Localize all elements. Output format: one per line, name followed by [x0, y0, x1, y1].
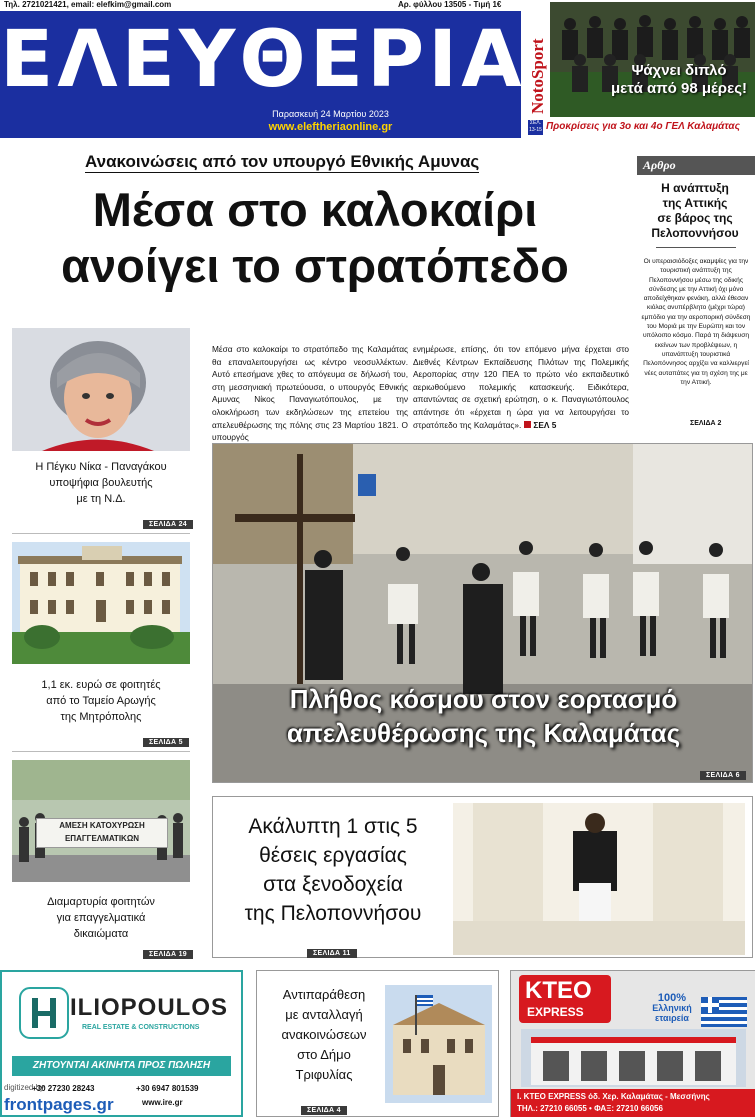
article-page-ref: ΣΕΛΙΔΑ 2: [690, 420, 722, 427]
website-link[interactable]: www.eleftheriaonline.gr: [268, 121, 393, 133]
sport-headline: Ψάχνει διπλό μετά από 98 μέρες!: [611, 62, 747, 97]
lead-page-ref: ΣΕΛ 5: [533, 419, 557, 430]
left-story-3-page: ΣΕΛΙΔΑ 19: [143, 950, 193, 959]
sport-page-tag: ΣΕΛ. 13-15: [529, 120, 542, 133]
trifylia-title: Αντιπαράθεση με ανταλλαγή ανακοινώσεων στο Δήμο Τριφυλίας: [281, 987, 367, 1082]
iliopoulos-phone2: +30 6947 801539: [136, 1084, 199, 1093]
parade-caption: Πλήθος κόσμου στον εορτασμό απελευθέρωσης της Καλαμάτας: [286, 684, 681, 748]
parade-page: ΣΕΛΙΔΑ 6: [700, 771, 746, 780]
iliopoulos-web[interactable]: www.ire.gr: [142, 1098, 183, 1107]
trifylia-story[interactable]: [256, 970, 499, 1117]
iliopoulos-subtitle: REAL ESTATE & CONSTRUCTIONS: [82, 1024, 200, 1031]
building-photo: [12, 542, 190, 664]
kteo-ad[interactable]: [510, 970, 755, 1117]
trifylia-page: ΣΕΛΙΔΑ 4: [301, 1106, 347, 1115]
lead-kicker: Ανακοινώσεις από τον υπουργό Εθνικής Αμυνας: [85, 152, 480, 171]
jobs-page: ΣΕΛΙΔΑ 11: [307, 949, 357, 958]
lead-body-col1: Μέσα στο καλοκαίρι το στρατόπεδο της Καλαμάτας θα επαναλειτουργήσει ως κέντρο νεοσυλλέκτων. Αυτό επεσήμανε χθες το απόγευμα σε δήλωσή του, στη μεσσηνιακή πρωτεύουσα, ο υπουργός Εθνικής Αμυνας Νίκος Παναγιωτόπουλος, με την ολοκλήρωση των εκδηλώσεων της επετείου της απελευθέρωσης της πόλης στις 23 Μαρτίου 1821. Ο υπουργός: [212, 344, 408, 443]
jobs-story[interactable]: [212, 796, 753, 958]
hotel-maid-photo: [453, 803, 745, 955]
contact-line: Τηλ. 2721021421, email: elefkim@gmail.com: [4, 0, 172, 9]
left-story-3-caption[interactable]: Διαμαρτυρία φοιτητών για επαγγελματικά δικαιώματα: [47, 896, 155, 940]
watermark-small: digitized by: [4, 1083, 45, 1092]
kteo-tagline: 100% Ελληνική εταιρεία: [652, 992, 692, 1023]
sport-teaser-bar: [526, 117, 755, 138]
iliopoulos-phone1: +30 27230 28243: [32, 1084, 95, 1093]
issue-line: Αρ. φύλλου 13505 - Τιμή 1€: [398, 0, 502, 9]
sport-teaser-text: Προκρίσεις για 3ο και 4ο ΓΕΛ Καλαμάτας: [546, 121, 740, 132]
left-divider-1: [12, 533, 190, 534]
football-team-photo: [550, 2, 755, 117]
page-marker-icon: [524, 421, 531, 428]
article-tag: Αρθρο: [637, 156, 755, 175]
article-title[interactable]: Η ανάπτυξη της Αττικής σε βάρος της Πελοποννήσου: [651, 181, 739, 240]
candidate-portrait: [12, 328, 190, 451]
kteo-building-photo: [521, 1029, 746, 1087]
sport-brand: NotoSport: [528, 38, 547, 114]
lead-headline[interactable]: Μέσα στο καλοκαίρι ανοίγει το στρατόπεδο: [61, 183, 569, 292]
left-story-2-page: ΣΕΛΙΔΑ 5: [143, 738, 189, 747]
kteo-logo-box: [519, 975, 611, 1023]
sport-teaser[interactable]: [526, 2, 755, 138]
iliopoulos-brand: ILIOPOULOS: [70, 994, 229, 1021]
article-divider: [656, 247, 736, 248]
article-body: Οι υπεραισιόδοξες ακαμψίες για την τουριστική ανάπτυξη της Πελοποννήσου μέσω της οδικής σύνδεσης με την Αττική όχι μόνο αποδείχθηκαν φενάκη, αλλά έθεσαν κιόλας ανυπέρβλητο (μέχρι τώρα) εμπόδιο για την αεροπορική σύνδεση του Μοριά με την Ευρώπη και τον υπόλοιπο κόσμο. Παρά τη διάψευση εκείνων των προβλέψεων, η υπανάπτυξη τουριστικά Πελοπόννησος αρχίζει να καλλιεργεί νέες αυταπάτες για τη σχέση της με την Αττική.: [641, 258, 751, 386]
protest-banner: ΑΜΕΣΗ ΚΑΤΟΧΥΡΩΣΗ ΕΠΑΓΓΕΛΜΑΤΙΚΩΝ: [36, 818, 168, 848]
town-hall-photo: [385, 985, 492, 1103]
left-divider-2: [12, 751, 190, 752]
issue-date: Παρασκευή 24 Μαρτίου 2023: [272, 109, 389, 119]
jobs-title: Ακάλυπτη 1 στις 5 θέσεις εργασίας στα ξενοδοχεία της Πελοποννήσου: [244, 815, 422, 925]
lead-body-col2: ενημέρωσε, επίσης, ότι τον επόμενο μήνα έρχεται στο Διεθνές Κέντρων Εκπαίδευσης Πιλότων της Πολεμικής Αεροπορίας στην 120 ΠΕΑ το πρώτο νέο εκπαιδευτικό αεριωθούμενο πολεμικής κατασκευής. Ειδικότερα, απαντώντας σε σχετική ερώτηση, ο κ. Παναγιωτόπουλος απάντησε ότι «έρχεται η ώρα για να λειτουργήσει το στρατόπεδο της Καλαμάτας». ΣΕΛ 5: [413, 344, 629, 430]
kteo-address: Ι. ΚΤΕΟ EXPRESS όδ. Χερ. Καλαμάτας - Μεσσήνης: [517, 1092, 710, 1101]
watermark: frontpages.gr: [4, 1095, 114, 1114]
left-story-2-caption[interactable]: 1,1 εκ. ευρώ σε φοιτητές από το Ταμείο Αρωγής της Μητρόπολης: [41, 679, 161, 723]
protest-photo: [12, 760, 190, 882]
greek-flag-icon: [701, 997, 747, 1027]
masthead: [0, 11, 526, 138]
left-story-1-caption[interactable]: Η Πέγκυ Νίκα - Παναγάκου υποψήφια βουλευτής με τη Ν.Δ.: [35, 461, 167, 505]
kteo-brand: ΚΤΕΟ: [525, 977, 592, 1004]
newspaper-logo: ΕΛΕΥΘΕΡΙΑ: [0, 15, 526, 105]
iliopoulos-banner: ΖΗΤΟΥΝΤΑΙ ΑΚΙΝΗΤΑ ΠΡΟΣ ΠΩΛΗΣΗ: [12, 1056, 231, 1076]
parade-photo[interactable]: [212, 443, 753, 783]
left-story-1-page: ΣΕΛΙΔΑ 24: [143, 520, 193, 529]
iliopoulos-logo-icon: [16, 984, 72, 1042]
kteo-phone: ΤΗΛ.: 27210 66055 • ΦΑΞ: 27210 66056: [517, 1104, 663, 1113]
kteo-brand2: EXPRESS: [527, 1005, 584, 1019]
kteo-footer: [511, 1089, 755, 1117]
